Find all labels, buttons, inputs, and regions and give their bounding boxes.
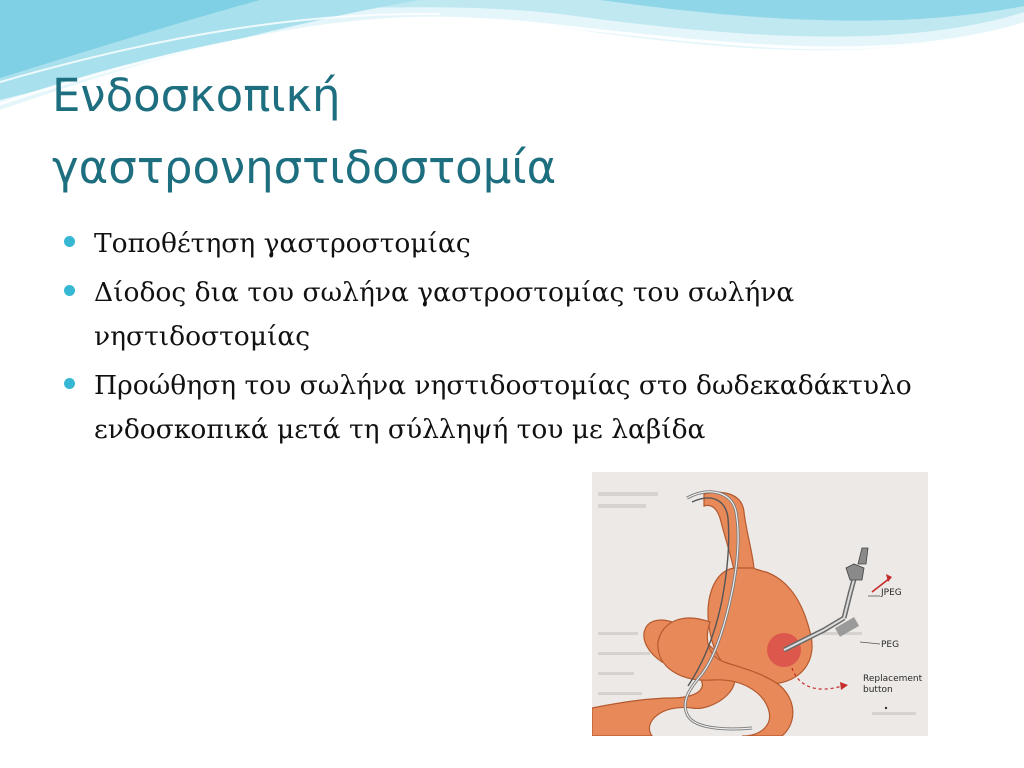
stomach-diagram — [592, 472, 928, 736]
gastrojejunostomy-illustration — [592, 472, 928, 736]
jpeg-label: JPEG — [881, 588, 902, 598]
bullet-text: Δίοδος δια του σωλήνα γαστροστομίας του σωλήνα νηστιδοστομίας — [94, 277, 795, 352]
bullet-item — [64, 364, 964, 452]
bullet-dot-icon — [64, 285, 75, 296]
bullet-item — [64, 271, 964, 359]
slide-title-line-1: Ενδοσκοπική — [52, 69, 341, 122]
bullet-text: Προώθηση του σωλήνα νηστιδοστομίας στο δωδεκαδάκτυλο ενδοσκοπικά μετά τη σύλληψή του με λαβίδα — [94, 370, 912, 445]
bullet-dot-icon — [64, 378, 75, 389]
bullet-item — [64, 222, 964, 266]
slide-title — [52, 60, 952, 204]
replacement-button-label-line-2: button — [863, 685, 893, 695]
replacement-button-label-line-1: Replacement — [863, 674, 923, 684]
bullet-list — [64, 222, 964, 457]
peg-label: PEG — [881, 640, 900, 650]
slide-title-line-2: γαστρονηστιδοστομία — [52, 141, 557, 194]
bullet-dot-icon — [64, 236, 75, 247]
bullet-text: Τοποθέτηση γαστροστομίας — [94, 228, 471, 259]
